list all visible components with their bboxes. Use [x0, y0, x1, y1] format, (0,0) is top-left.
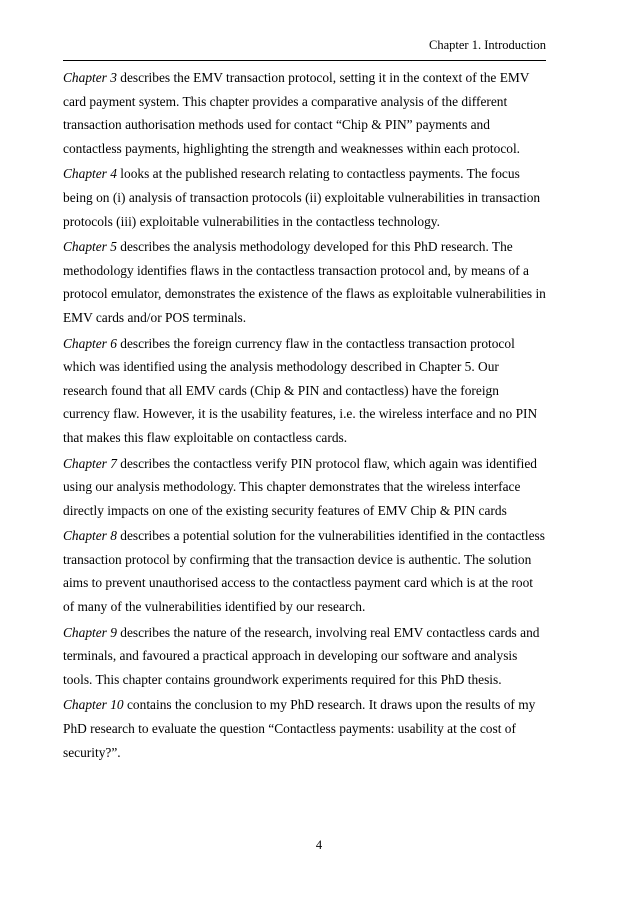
- paragraph-chapter-7: [63, 452, 546, 523]
- paragraph-chapter-3: [63, 66, 546, 160]
- chapter-ref: Chapter 5: [63, 239, 117, 255]
- chapter-ref: Chapter 10: [63, 697, 124, 713]
- paragraph-chapter-9: [63, 621, 546, 692]
- paragraph-text: describes the foreign currency flaw in the contactless transaction protocol which was identified using the analysis methodology described in Chapter 5. Our research found that all EMV cards (Chip & PIN and contactless) have the foreign currency flaw. However, it is the usability features, i.e. the wireless interface and no PIN that makes this flaw exploitable on contactless cards.: [63, 335, 538, 445]
- paragraph-text: describes the contactless verify PIN protocol flaw, which again was identified using our analysis methodology. This chapter demonstrates that the wireless interface directly impacts on one of the existing security features of EMV Chip & PIN cards: [63, 455, 537, 518]
- paragraph-text: describes the analysis methodology developed for this PhD research. The methodology identifies flaws in the contactless transaction protocol and, by means of a protocol emulator, demonstrates the existence of the flaws as exploitable vulnerabilities in EMV cards and/or POS terminals.: [63, 239, 546, 325]
- chapter-ref: Chapter 8: [63, 528, 117, 544]
- body-text: [63, 66, 546, 766]
- paragraph-chapter-8: [63, 524, 546, 618]
- chapter-ref: Chapter 6: [63, 335, 117, 351]
- running-header: Chapter 1. Introduction: [429, 38, 546, 52]
- paragraph-chapter-10: [63, 693, 546, 764]
- chapter-ref: Chapter 3: [63, 70, 117, 85]
- chapter-ref: Chapter 9: [63, 624, 117, 640]
- header-rule: [63, 60, 546, 61]
- chapter-ref: Chapter 4: [63, 166, 117, 182]
- paragraph-text: describes the EMV transaction protocol, setting it in the context of the EMV card payment system. This chapter provides a comparative analysis of the different transaction authorisation methods used for contact “Chip & PIN” payments and contactless payments, highlighting the strength and weaknesses within each protocol.: [63, 70, 530, 156]
- paragraph-text: looks at the published research relating to contactless payments. The focus being on (i) analysis of transaction protocols (ii) exploitable vulnerabilities in transaction protocols (iii) exploitable vulnerabilities in the contactless technology.: [63, 166, 541, 229]
- paragraph-chapter-6: [63, 332, 546, 450]
- paragraph-text: describes the nature of the research, involving real EMV contactless cards and terminals, and favoured a practical approach in developing our software and analysis tools. This chapter contains groundwork experiments required for this PhD thesis.: [63, 624, 540, 687]
- page-number: 4: [315, 838, 323, 852]
- paragraph-text: contains the conclusion to my PhD research. It draws upon the results of my PhD research to evaluate the question “Contactless payments: usability at the cost of security?”.: [63, 697, 536, 760]
- paragraph-text: describes a potential solution for the vulnerabilities identified in the contactless transaction protocol by confirming that the transaction device is authentic. The solution aims to prevent unauthorised access to the contactless payment card which is at the root of many of the vulnerabilities identified by our research.: [63, 528, 545, 615]
- paragraph-chapter-5: [63, 235, 546, 329]
- paragraph-chapter-4: [63, 162, 546, 233]
- chapter-ref: Chapter 7: [63, 455, 117, 471]
